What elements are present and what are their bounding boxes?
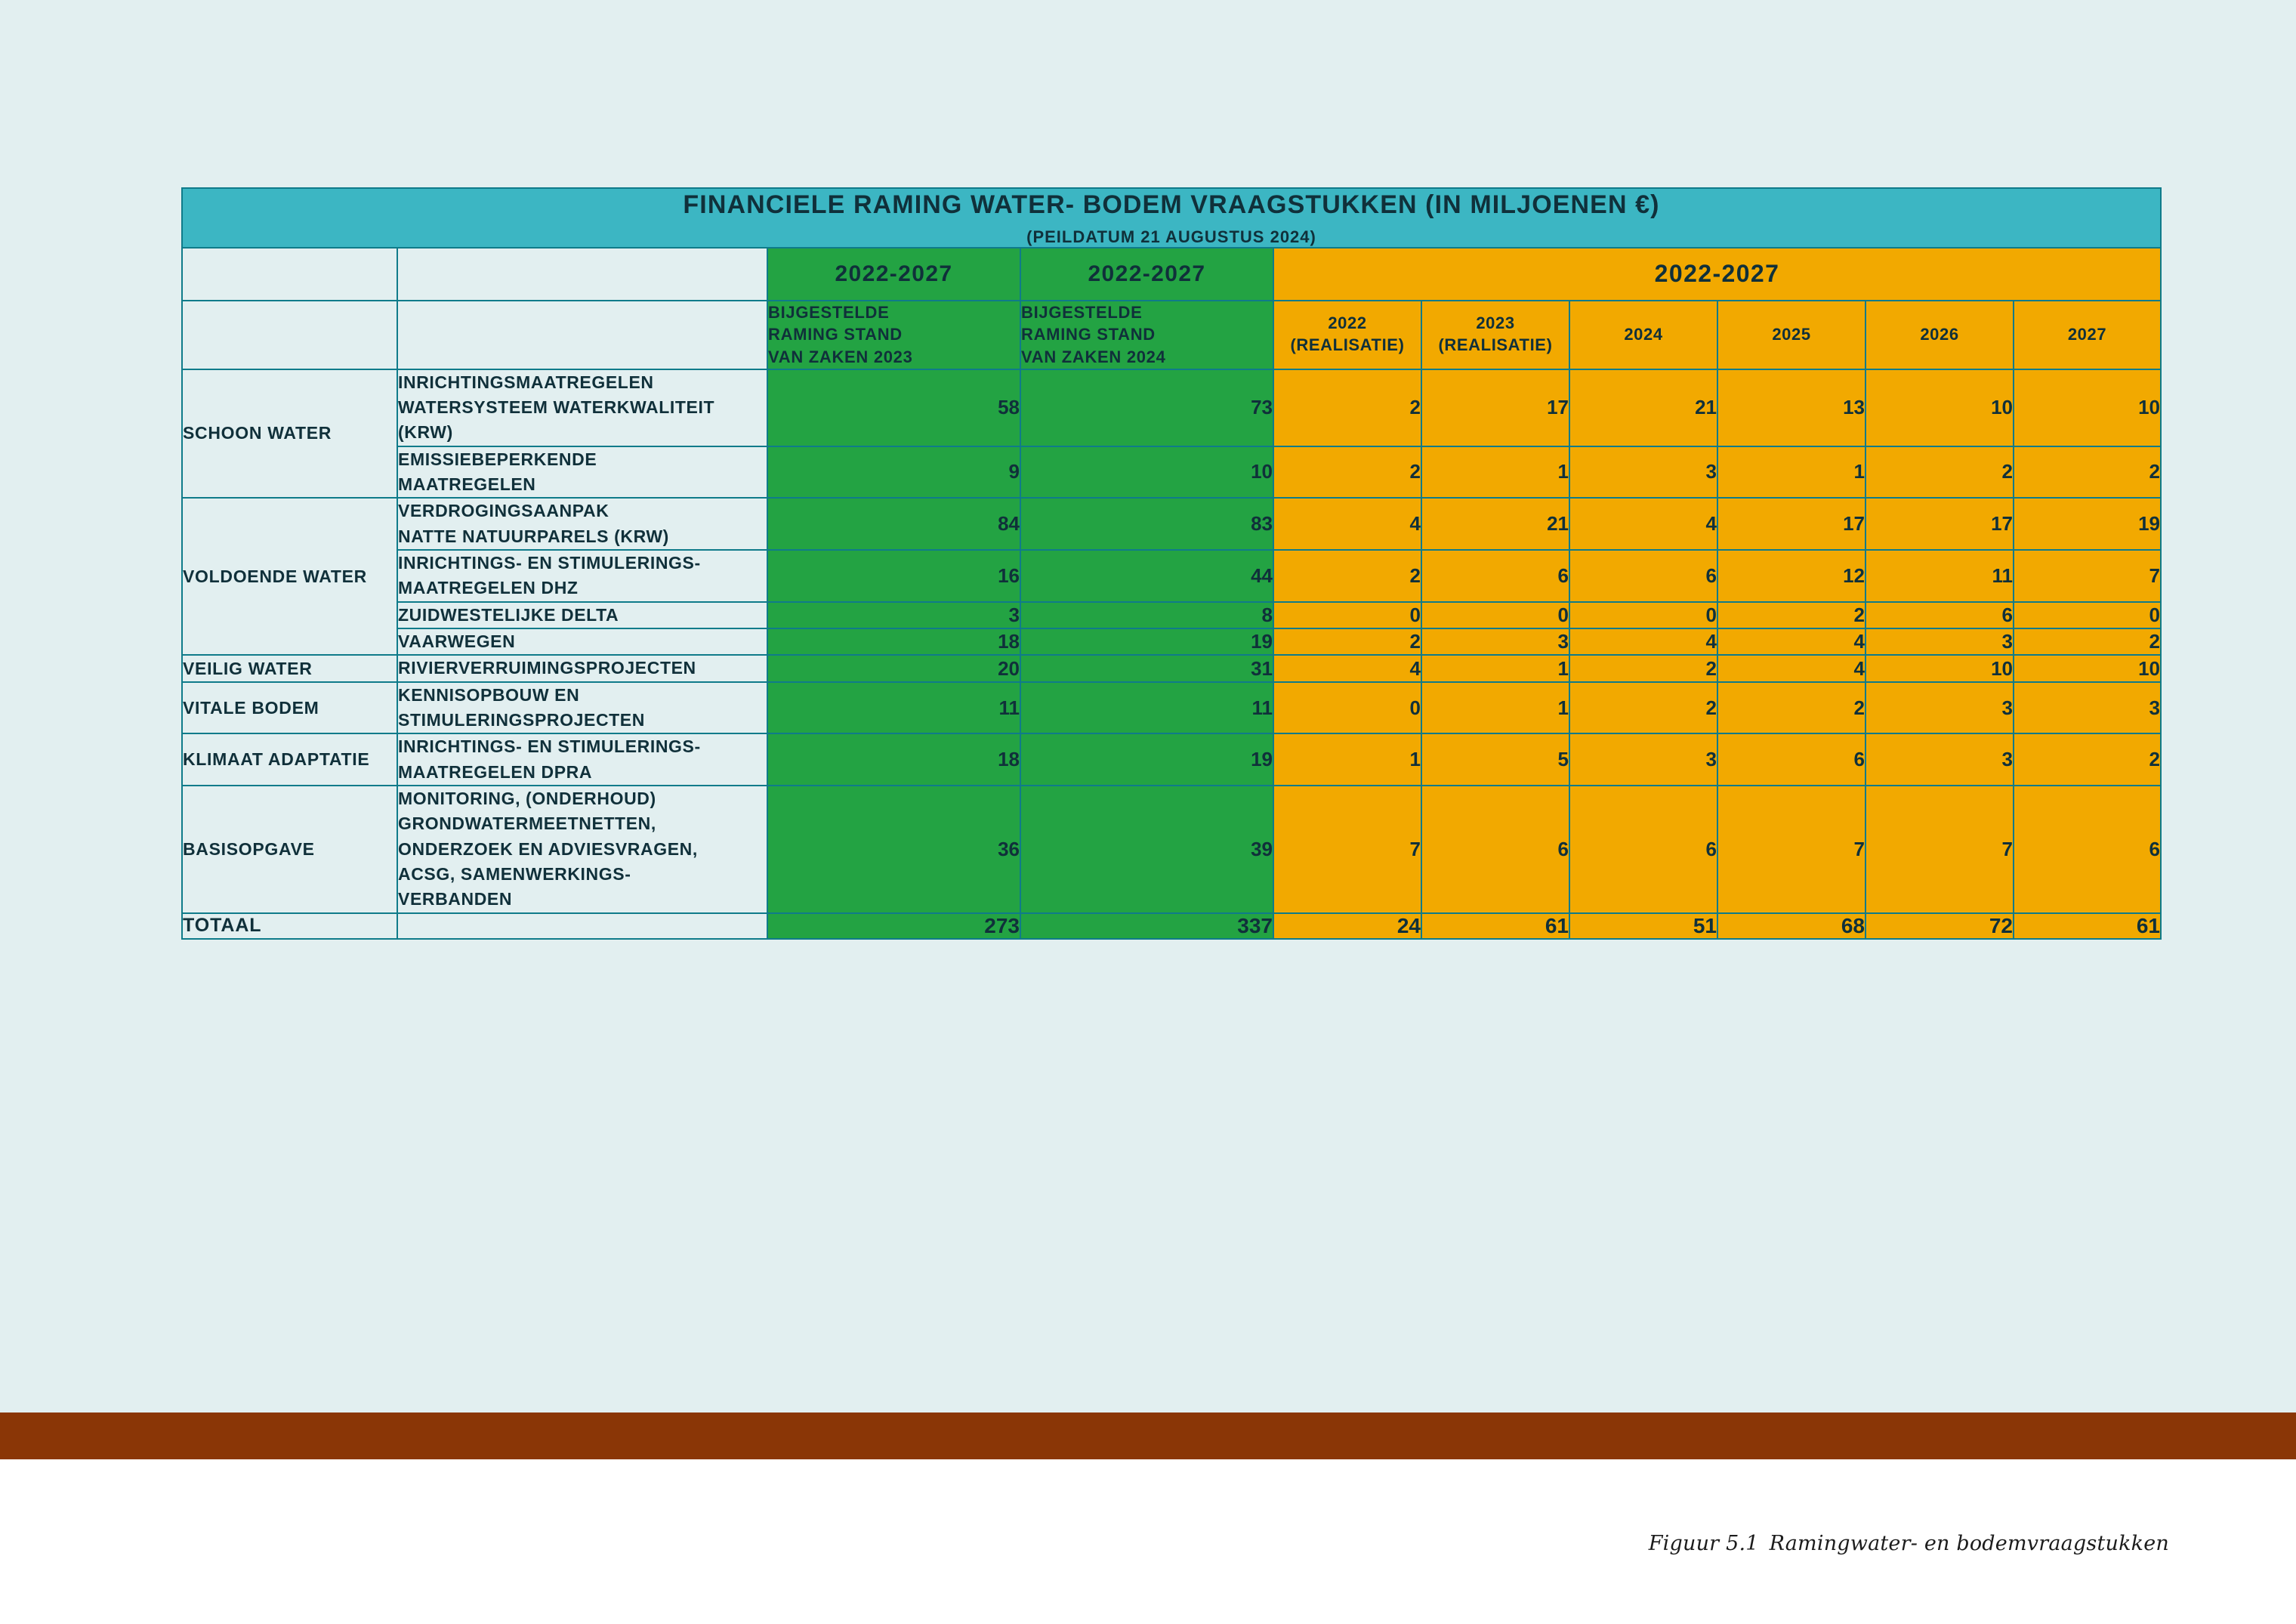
figure-caption (1649, 1532, 2169, 1555)
header-blank-category (182, 248, 397, 301)
decorative-band-brown (0, 1413, 2296, 1459)
cell-2023: 6 (1421, 550, 1569, 602)
column-header-2027: 2027 (2014, 301, 2161, 369)
cell-2024: 4 (1569, 498, 1717, 550)
column-header-2026: 2026 (1866, 301, 2014, 369)
cell-2026: 2 (1866, 446, 2014, 499)
row-description (397, 628, 767, 655)
cell-raming2023: 36 (767, 786, 1020, 913)
total-2024: 51 (1569, 913, 1717, 939)
cell-2022: 0 (1273, 602, 1421, 628)
cell-2022: 4 (1273, 655, 1421, 681)
column-header-raming-2024-line2: RAMING STAND (1021, 325, 1156, 344)
column-header-raming-2023-line3: VAN ZAKEN 2023 (768, 347, 913, 366)
table-row (182, 733, 2161, 786)
cell-2025: 13 (1717, 369, 1866, 446)
total-blank-cell (397, 913, 767, 939)
subheader-blank-description (397, 301, 767, 369)
total-raming2024: 337 (1020, 913, 1273, 939)
cell-raming2024: 44 (1020, 550, 1273, 602)
cell-2027: 0 (2014, 602, 2161, 628)
total-2025: 68 (1717, 913, 1866, 939)
row-description (397, 602, 767, 628)
cell-2025: 7 (1717, 786, 1866, 913)
cell-2027: 3 (2014, 682, 2161, 734)
cell-raming2024: 10 (1020, 446, 1273, 499)
row-description-line: EMISSIEBEPERKENDE (398, 449, 597, 469)
total-raming2023: 273 (767, 913, 1020, 939)
cell-raming2024: 11 (1020, 682, 1273, 734)
cell-raming2024: 83 (1020, 498, 1273, 550)
table-title-cell (182, 188, 2161, 248)
cell-raming2023: 18 (767, 733, 1020, 786)
column-header-2025: 2025 (1717, 301, 1866, 369)
row-description (397, 498, 767, 550)
cell-2024: 0 (1569, 602, 1717, 628)
row-description-line: (KRW) (398, 422, 453, 443)
row-description-line: MAATREGELEN DHZ (398, 578, 579, 598)
table-row (182, 602, 2161, 628)
total-2022: 24 (1273, 913, 1421, 939)
cell-2026: 7 (1866, 786, 2014, 913)
total-label: TOTAAL (182, 913, 397, 939)
cell-raming2023: 11 (767, 682, 1020, 734)
row-description-line: GRONDWATERMEETNETTEN, (398, 814, 656, 834)
column-header-raming-2024-line1: BIJGESTELDE (1021, 302, 1143, 322)
cell-2025: 1 (1717, 446, 1866, 499)
column-header-raming-2024 (1020, 301, 1273, 369)
row-description-line: RIVIERVERRUIMINGSPROJECTEN (398, 658, 696, 678)
table-row (182, 786, 2161, 913)
header-group-orange: 2022-2027 (1273, 248, 2161, 301)
total-2026: 72 (1866, 913, 2014, 939)
cell-2027: 19 (2014, 498, 2161, 550)
cell-2023: 21 (1421, 498, 1569, 550)
cell-2026: 10 (1866, 369, 2014, 446)
table-subtitle: (PEILDATUM 21 AUGUSTUS 2024) (1026, 227, 1316, 246)
cell-2026: 3 (1866, 733, 2014, 786)
row-category-schoon-water: SCHOON WATER (182, 369, 397, 499)
cell-2026: 3 (1866, 682, 2014, 734)
column-header-2022-note: (REALISATIE) (1290, 335, 1405, 355)
column-header-raming-2023-line2: RAMING STAND (768, 325, 903, 344)
cell-2023: 6 (1421, 786, 1569, 913)
table-row (182, 369, 2161, 446)
table-title-row (182, 188, 2161, 248)
table-row (182, 655, 2161, 681)
cell-2027: 2 (2014, 446, 2161, 499)
cell-2027: 10 (2014, 369, 2161, 446)
cell-2027: 7 (2014, 550, 2161, 602)
row-description-line: VERDROGINGSAANPAK (398, 501, 609, 521)
cell-2022: 2 (1273, 446, 1421, 499)
figure-number: Figuur 5.1 (1648, 1532, 1759, 1555)
cell-2025: 17 (1717, 498, 1866, 550)
row-description-line: MAATREGELEN (398, 474, 536, 494)
cell-raming2023: 18 (767, 628, 1020, 655)
subheader-blank-category (182, 301, 397, 369)
row-description-line: MONITORING, (ONDERHOUD) (398, 789, 656, 809)
cell-2025: 2 (1717, 602, 1866, 628)
cell-2022: 2 (1273, 628, 1421, 655)
row-description-line: MAATREGELEN DPRA (398, 761, 593, 782)
cell-2027: 10 (2014, 655, 2161, 681)
cell-2026: 10 (1866, 655, 2014, 681)
cell-raming2023: 84 (767, 498, 1020, 550)
table-title: FINANCIELE RAMING WATER- BODEM VRAAGSTUKKEN (IN MILJOENEN €) (683, 190, 1660, 219)
row-category-voldoende-water: VOLDOENDE WATER (182, 498, 397, 655)
cell-raming2024: 19 (1020, 733, 1273, 786)
row-description-line: WATERSYSTEEM WATERKWALITEIT (398, 397, 715, 417)
cell-2026: 6 (1866, 602, 2014, 628)
header-blank-description (397, 248, 767, 301)
cell-raming2023: 3 (767, 602, 1020, 628)
row-description (397, 682, 767, 734)
column-header-2022-year: 2022 (1328, 313, 1367, 333)
cell-2025: 12 (1717, 550, 1866, 602)
column-header-raming-2024-line3: VAN ZAKEN 2024 (1021, 347, 1166, 366)
column-header-raming-2023 (767, 301, 1020, 369)
column-header-2022 (1273, 301, 1421, 369)
row-description-line: NATTE NATUURPARELS (KRW) (398, 526, 669, 546)
row-description-line: VAARWEGEN (398, 631, 516, 651)
cell-2024: 6 (1569, 550, 1717, 602)
header-group-green-2: 2022-2027 (1020, 248, 1273, 301)
column-header-2024: 2024 (1569, 301, 1717, 369)
cell-2023: 17 (1421, 369, 1569, 446)
cell-2026: 17 (1866, 498, 2014, 550)
row-description-line: INRICHTINGS- EN STIMULERINGS- (398, 552, 701, 573)
row-description (397, 550, 767, 602)
row-category-vitale-bodem: VITALE BODEM (182, 682, 397, 734)
row-description (397, 446, 767, 499)
column-header-2023 (1421, 301, 1569, 369)
cell-2024: 2 (1569, 655, 1717, 681)
cell-2022: 7 (1273, 786, 1421, 913)
row-description (397, 369, 767, 446)
cell-2024: 3 (1569, 733, 1717, 786)
row-description-line: ZUIDWESTELIJKE DELTA (398, 604, 619, 625)
figure-caption-text: Ramingwater- en bodemvraagstukken (1769, 1532, 2169, 1555)
financial-estimate-table (181, 187, 2162, 940)
table-row (182, 628, 2161, 655)
row-category-veilig-water: VEILIG WATER (182, 655, 397, 681)
cell-2022: 2 (1273, 369, 1421, 446)
cell-raming2024: 31 (1020, 655, 1273, 681)
column-header-2023-year: 2023 (1476, 313, 1515, 333)
column-header-2023-note: (REALISATIE) (1438, 335, 1553, 355)
cell-2023: 1 (1421, 446, 1569, 499)
total-2027: 61 (2014, 913, 2161, 939)
table-row (182, 498, 2161, 550)
cell-raming2023: 16 (767, 550, 1020, 602)
row-category-klimaat-adaptatie: KLIMAAT ADAPTATIE (182, 733, 397, 786)
row-description-line: ACSG, SAMENWERKINGS- (398, 864, 631, 885)
total-2023: 61 (1421, 913, 1569, 939)
cell-2022: 1 (1273, 733, 1421, 786)
cell-2026: 11 (1866, 550, 2014, 602)
table-subheader-row (182, 301, 2161, 369)
cell-2026: 3 (1866, 628, 2014, 655)
row-description (397, 786, 767, 913)
row-description-line: INRICHTINGS- EN STIMULERINGS- (398, 736, 701, 757)
cell-2024: 2 (1569, 682, 1717, 734)
cell-2025: 2 (1717, 682, 1866, 734)
cell-2024: 3 (1569, 446, 1717, 499)
table-group-header-row (182, 248, 2161, 301)
cell-raming2024: 19 (1020, 628, 1273, 655)
row-description-line: STIMULERINGSPROJECTEN (398, 710, 645, 730)
cell-2024: 6 (1569, 786, 1717, 913)
cell-2023: 5 (1421, 733, 1569, 786)
cell-2024: 21 (1569, 369, 1717, 446)
cell-2023: 0 (1421, 602, 1569, 628)
cell-2027: 2 (2014, 733, 2161, 786)
row-description-line: VERBANDEN (398, 889, 513, 909)
cell-raming2024: 8 (1020, 602, 1273, 628)
row-description-line: ONDERZOEK EN ADVIESVRAGEN, (398, 838, 698, 859)
cell-raming2024: 73 (1020, 369, 1273, 446)
cell-raming2024: 39 (1020, 786, 1273, 913)
cell-2023: 1 (1421, 682, 1569, 734)
cell-2023: 1 (1421, 655, 1569, 681)
row-description (397, 655, 767, 681)
cell-2027: 2 (2014, 628, 2161, 655)
cell-raming2023: 58 (767, 369, 1020, 446)
table-row (182, 682, 2161, 734)
row-description-line: INRICHTINGSMAATREGELEN (398, 372, 654, 392)
column-header-raming-2023-line1: BIJGESTELDE (768, 302, 890, 322)
cell-raming2023: 20 (767, 655, 1020, 681)
cell-2025: 4 (1717, 655, 1866, 681)
cell-2022: 2 (1273, 550, 1421, 602)
cell-2025: 6 (1717, 733, 1866, 786)
cell-2023: 3 (1421, 628, 1569, 655)
row-category-basisopgave: BASISOPGAVE (182, 786, 397, 913)
table-total-row (182, 913, 2161, 939)
row-description-line: KENNISOPBOUW EN (398, 684, 580, 705)
cell-2022: 4 (1273, 498, 1421, 550)
table-row (182, 550, 2161, 602)
row-description (397, 733, 767, 786)
cell-2024: 4 (1569, 628, 1717, 655)
cell-2025: 4 (1717, 628, 1866, 655)
financial-table-container (181, 187, 2160, 940)
cell-2022: 0 (1273, 682, 1421, 734)
cell-raming2023: 9 (767, 446, 1020, 499)
cell-2027: 6 (2014, 786, 2161, 913)
table-row (182, 446, 2161, 499)
header-group-green-1: 2022-2027 (767, 248, 1020, 301)
